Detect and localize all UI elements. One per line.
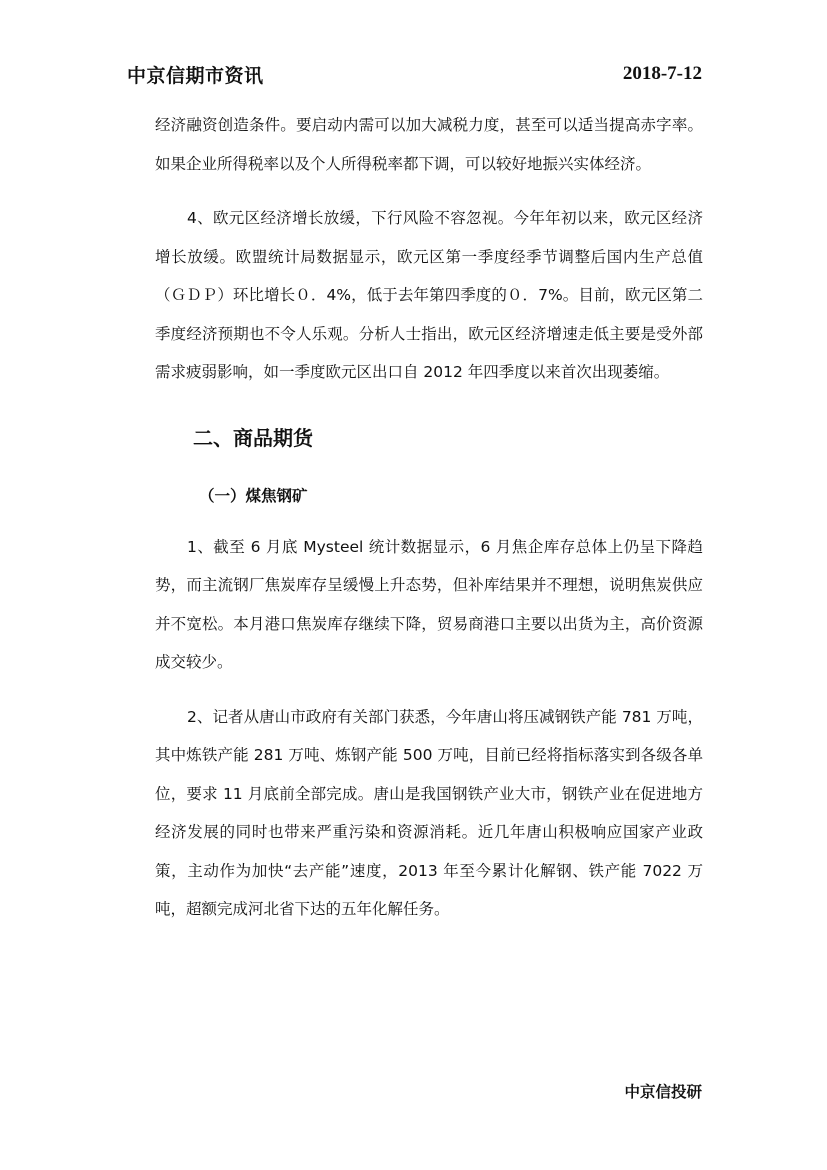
paragraph-coke-inventory: 1、截至 6 月底 Mysteel 统计数据显示，6 月焦企库存总体上仍呈下降趋势，而主流钢厂焦炭库存呈缓慢上升态势，但补库结果并不理想，说明焦炭供应并不宽松。本月港口焦炭库存继续下降，贸易商港口主要以出货为主，高价资源成交较少。 — [155, 537, 703, 671]
section-heading: 二、商品期货 — [193, 425, 313, 450]
paragraph-eurozone: 4、欧元区经济增长放缓，下行风险不容忽视。今年年初以来，欧元区经济增长放缓。欧盟统计局数据显示，欧元区第一季度经季节调整后国内生产总值（ＧＤＰ）环比增长０．4%，低于去年第四季度的０．7%。目前，欧元区第二季度经济预期也不令人乐观。分析人士指出，欧元区经济增速走低主要是受外部需求疲弱影响，如一季度欧元区出口自 2012 年四季度以来首次出现萎缩。 — [155, 209, 703, 381]
publication-date: 2018-7-12 — [622, 63, 702, 84]
paragraph-tangshan-capacity: 2、记者从唐山市政府有关部门获悉，今年唐山将压减钢铁产能 781 万吨，其中炼铁产能 281 万吨、炼钢产能 500 万吨，目前已经将指标落实到各级各单位，要求 11 月底前全部完成。唐山是我国钢铁产业大市，钢铁产业在促进地方经济发展的同时也带来严重污染和资源消耗。近几年唐山积极响应国家产业政策，主动作为加快“去产能”速度，2013 年至今累计化解钢、铁产能 7022 万吨，超额完成河北省下达的五年化解任务。 — [155, 707, 703, 918]
paragraph-gap — [155, 183, 703, 199]
document-body — [155, 106, 703, 929]
page-footer: 中京信投研 — [624, 1083, 702, 1101]
publication-title: 中京信期市资讯 — [127, 65, 264, 87]
paragraph-gap — [155, 682, 703, 698]
subsection-heading: （一）煤焦钢矿 — [199, 486, 308, 505]
paragraph-gap — [155, 392, 703, 408]
paragraph-fiscal-policy: 经济融资创造条件。要启动内需可以加大减税力度，甚至可以适当提高赤字率。如果企业所得税率以及个人所得税率都下调，可以较好地振兴实体经济。 — [155, 116, 703, 173]
page-header — [127, 60, 702, 88]
